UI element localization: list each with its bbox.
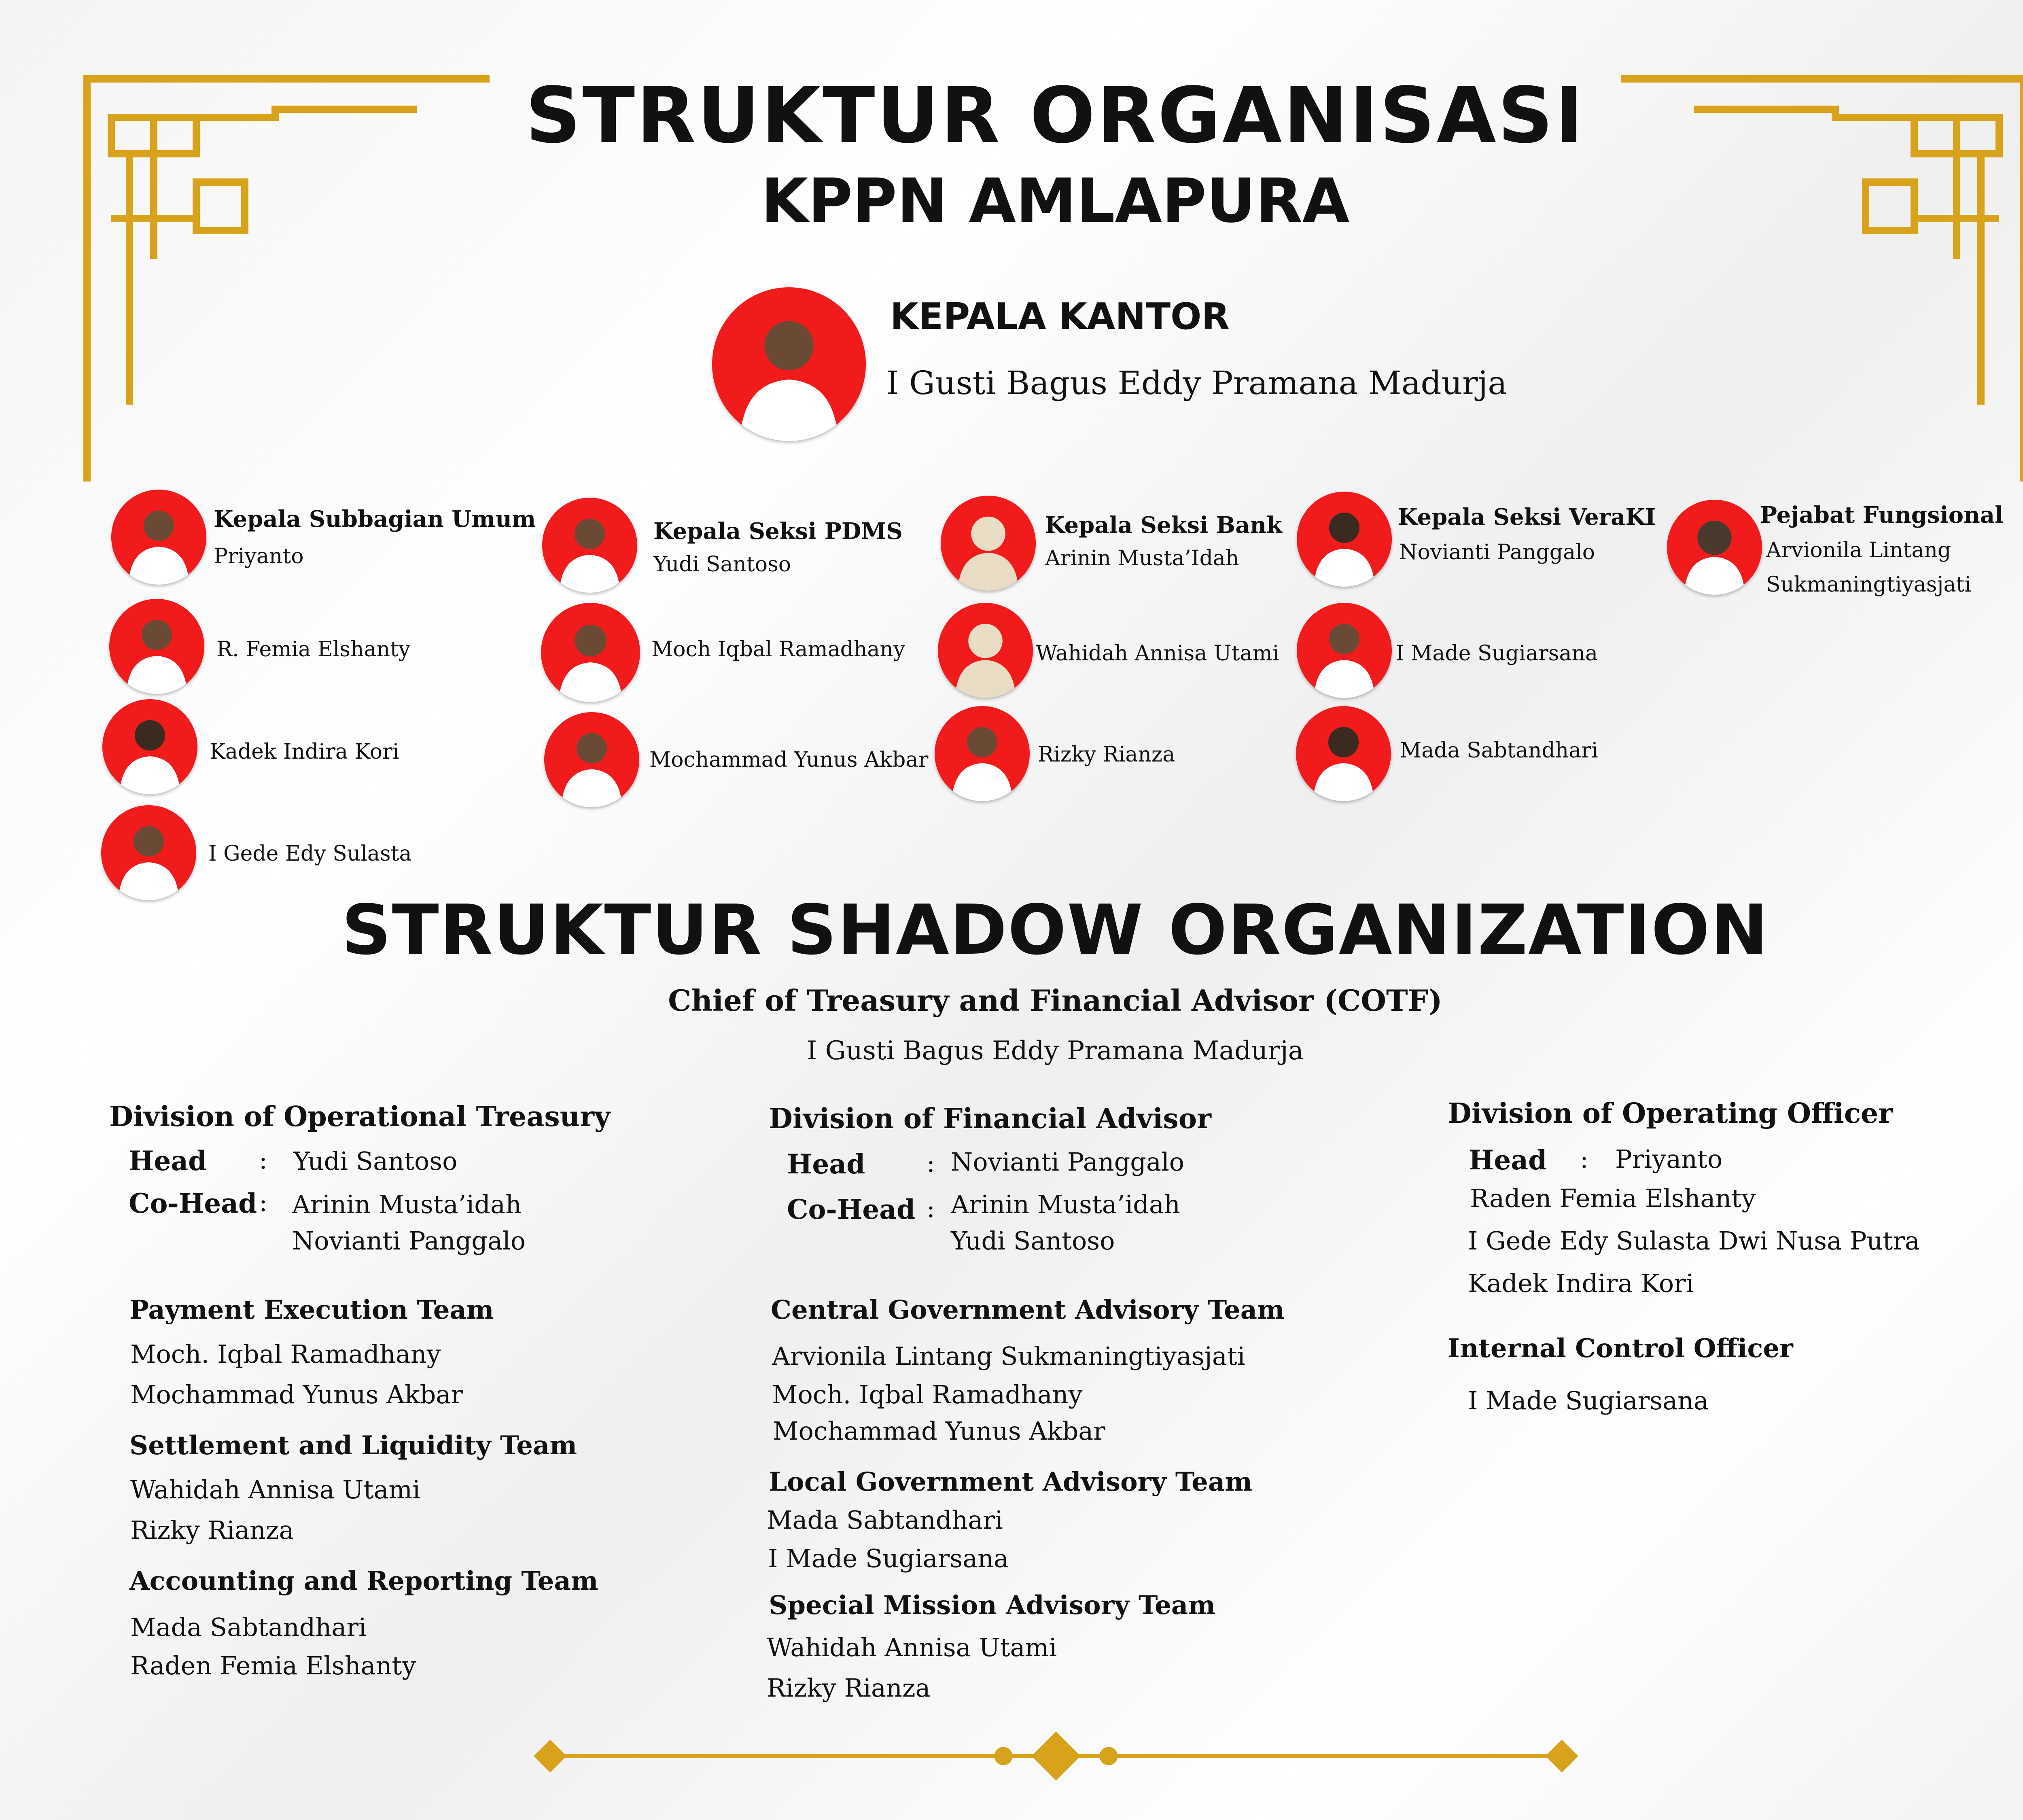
photo-kepala-kantor <box>712 287 866 441</box>
name-kasi-bank: Arinin Musta’Idah <box>1045 546 1239 571</box>
team-member: Rizky Rianza <box>130 1515 294 1545</box>
photo-member <box>938 603 1033 698</box>
team-title: Accounting and Reporting Team <box>129 1566 598 1596</box>
cohead-label: Co-Head <box>787 1194 916 1225</box>
division-head: Novianti Panggalo <box>951 1147 1185 1177</box>
gold-divider-ornament <box>526 1728 1586 1784</box>
photo-member <box>1296 706 1391 801</box>
team-member: Mochammad Yunus Akbar <box>130 1380 463 1409</box>
name-member: I Gede Edy Sulasta <box>208 842 412 866</box>
role-kasubbag-umum: Kepala Subbagian Umum <box>214 506 536 532</box>
team-member: Rizky Rianza <box>767 1673 931 1703</box>
chief-name: I Gusti Bagus Eddy Pramana Madurja <box>807 1036 1304 1066</box>
person-icon <box>544 712 639 807</box>
page-subtitle: KPPN AMLAPURA <box>761 166 1350 236</box>
person-icon <box>938 603 1033 698</box>
chief-title: Chief of Treasury and Financial Advisor (COTF) <box>668 983 1442 1018</box>
name-kasubbag-umum: Priyanto <box>214 544 304 568</box>
team-member: Arvionila Lintang Sukmaningtiyasjati <box>772 1341 1245 1371</box>
head-label: Head <box>1469 1144 1547 1176</box>
photo-member <box>935 706 1030 801</box>
team-member: Raden Femia Elshanty <box>130 1651 416 1680</box>
name-member: R. Femia Elshanty <box>216 637 411 662</box>
cohead-label: Co-Head <box>129 1188 257 1219</box>
photo-kasi-bank <box>941 496 1036 591</box>
name-member: Mada Sabtandhari <box>1400 738 1598 763</box>
division-member: Raden Femia Elshanty <box>1470 1184 1756 1213</box>
name-member: I Made Sugiarsana <box>1396 641 1598 666</box>
division-title: Division of Operating Officer <box>1448 1097 1893 1130</box>
person-icon <box>712 287 866 441</box>
page-title: STRUKTUR ORGANISASI <box>525 71 1585 160</box>
photo-pejabat-fungsional <box>1667 500 1762 595</box>
division-title: Division of Operational Treasury <box>109 1101 611 1133</box>
colon: : <box>927 1148 935 1178</box>
team-member: Wahidah Annisa Utami <box>767 1633 1057 1662</box>
team-title: Special Mission Advisory Team <box>769 1590 1216 1621</box>
division-head: Yudi Santoso <box>293 1146 458 1176</box>
colon: : <box>259 1188 267 1217</box>
colon: : <box>927 1194 935 1223</box>
role-pejabat-fungsional: Pejabat Fungsional <box>1760 502 2004 528</box>
person-icon <box>935 706 1030 801</box>
photo-kasi-veraki <box>1297 492 1392 587</box>
role-kasi-bank: Kepala Seksi Bank <box>1045 512 1282 539</box>
name-member: Rizky Rianza <box>1038 742 1175 767</box>
team-title: Payment Execution Team <box>129 1295 494 1325</box>
team-member: Wahidah Annisa Utami <box>130 1475 421 1504</box>
photo-member <box>101 805 196 900</box>
person-icon <box>541 603 640 702</box>
name-kasi-veraki: Novianti Panggalo <box>1399 540 1595 564</box>
person-icon <box>1297 492 1392 587</box>
team-member: I Made Sugiarsana <box>768 1544 1009 1573</box>
person-icon <box>102 699 197 794</box>
photo-member <box>544 712 639 807</box>
division-cohead: Arinin Musta’idah <box>951 1190 1180 1219</box>
photo-member <box>541 603 640 702</box>
photo-kasi-pdms <box>542 498 637 593</box>
division-member: Kadek Indira Kori <box>1468 1268 1694 1298</box>
name-member: Mochammad Yunus Akbar <box>649 748 929 772</box>
team-title: Central Government Advisory Team <box>771 1295 1285 1325</box>
kepala-kantor-role: KEPALA KANTOR <box>890 295 1230 338</box>
photo-member <box>109 599 204 694</box>
name-pejabat-fungsional-line2: Sukmaningtiyasjati <box>1766 573 1972 597</box>
name-kasi-pdms: Yudi Santoso <box>653 552 791 577</box>
division-cohead: Novianti Panggalo <box>292 1226 526 1256</box>
team-member: Mada Sabtandhari <box>767 1505 1003 1535</box>
person-icon <box>1667 500 1762 595</box>
head-label: Head <box>129 1145 207 1177</box>
shadow-title: STRUKTUR SHADOW ORGANIZATION <box>341 890 1769 970</box>
role-kasi-veraki: Kepala Seksi VeraKI <box>1398 504 1656 530</box>
name-member: Moch Iqbal Ramadhany <box>651 637 905 662</box>
photo-member <box>102 699 197 794</box>
team-member: Mada Sabtandhari <box>130 1612 367 1642</box>
division-cohead: Yudi Santoso <box>951 1226 1115 1256</box>
colon: : <box>1580 1144 1588 1174</box>
person-icon <box>111 490 206 585</box>
person-icon <box>941 496 1036 591</box>
name-member: Wahidah Annisa Utami <box>1036 641 1279 666</box>
team-member: Mochammad Yunus Akbar <box>773 1416 1105 1446</box>
division-member: I Gede Edy Sulasta Dwi Nusa Putra <box>1468 1226 1920 1256</box>
person-icon <box>1297 603 1392 698</box>
team-title: Local Government Advisory Team <box>769 1467 1253 1497</box>
person-icon <box>109 599 204 694</box>
ico-member: I Made Sugiarsana <box>1468 1386 1709 1415</box>
division-title: Division of Financial Advisor <box>769 1103 1211 1135</box>
team-member: Moch. Iqbal Ramadhany <box>130 1339 441 1369</box>
division-head: Priyanto <box>1615 1144 1723 1174</box>
person-icon <box>542 498 637 593</box>
colon: : <box>259 1145 267 1175</box>
head-label: Head <box>787 1148 865 1180</box>
team-title: Settlement and Liquidity Team <box>129 1430 577 1461</box>
ico-title: Internal Control Officer <box>1448 1333 1793 1364</box>
photo-kasubbag-umum <box>111 490 206 585</box>
photo-member <box>1297 603 1392 698</box>
kepala-kantor-name: I Gusti Bagus Eddy Pramana Madurja <box>886 364 1507 402</box>
person-icon <box>101 805 196 900</box>
role-kasi-pdms: Kepala Seksi PDMS <box>653 518 903 545</box>
name-member: Kadek Indira Kori <box>210 740 399 764</box>
name-pejabat-fungsional-line1: Arvionila Lintang <box>1766 538 1951 562</box>
person-icon <box>1296 706 1391 801</box>
team-member: Moch. Iqbal Ramadhany <box>772 1380 1083 1409</box>
division-cohead: Arinin Musta’idah <box>292 1190 522 1219</box>
